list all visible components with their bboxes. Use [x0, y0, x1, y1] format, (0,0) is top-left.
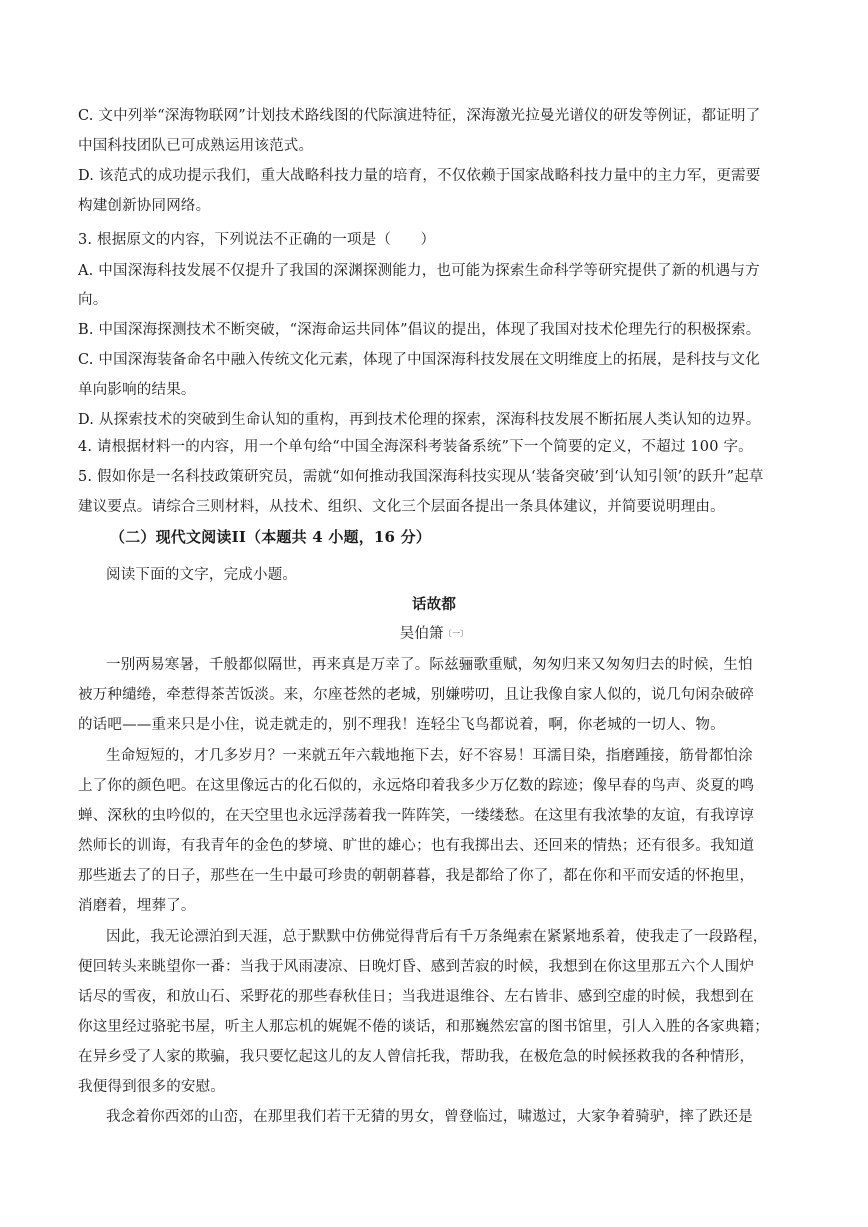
- p4-line1: 我念着你西郊的山峦，在那里我们若干无猜的男女，曾登临过，啸遨过，大家争着骑驴，摔了跌还是: [106, 1109, 753, 1125]
- q2-option-c-line2: 中国科技团队已可成熟运用该范式。: [78, 138, 314, 154]
- p2-line6: 消磨着，埋葬了。: [78, 898, 196, 914]
- q2-option-c-line1: C. 文中列举“深海物联网”计划技术路线图的代际演进特征，深海激光拉曼光谱仪的研发等例证，都证明了: [78, 108, 761, 124]
- q3-option-b: B. 中国深海探测技术不断突破，“深海命运共同体”倡议的提出，体现了我国对技术伦理先行的积极探索。: [78, 322, 761, 338]
- article-title: 话故都: [411, 596, 457, 613]
- p3-line6: 我便得到很多的安慰。: [78, 1079, 225, 1095]
- q3-option-a-line1: A. 中国深海科技发展不仅提升了我国的深渊探测能力，也可能为探索生命科学等研究提供了新的机遇与方: [78, 263, 760, 279]
- q3-stem: 3. 根据原文的内容，下列说法不正确的一项是（ ）: [78, 232, 436, 248]
- p1-line1: 一别两易寒暑，千般都似隔世，再来真是万幸了。际兹骊歌重赋，匆匆归来又匆匆归去的时候，生怕: [106, 657, 753, 673]
- q5-line1: 5. 假如你是一名科技政策研究员，需就“如何推动我国深海科技实现从‘装备突破’到‘认知引领’的跃升”起草: [78, 469, 764, 485]
- p2-line4: 然师长的训诲，有我青年的金色的梦境、旷世的雄心；也有我掷出去、还回来的情热；还有很多。我知道: [78, 838, 755, 854]
- p1-line2: 被万种缱绻，牵惹得茶苦饭淡。来，尔座苍然的老城，别嫌唠叨，且让我像自家人似的，说几句闲杂破碎: [78, 687, 755, 703]
- article-author-line: [0, 624, 868, 644]
- p3-line3: 话尽的雪夜，和放山石、采野花的那些春秋佳日；当我进退维谷、左右皆非、感到空虚的时候，我想到在: [78, 989, 755, 1005]
- p2-line3: 蝉、深秋的虫吟似的，在天空里也永远浮荡着我一阵阵笑，一缕缕愁。在这里有我浓挚的友谊，有我谆谆: [78, 808, 755, 824]
- p3-line4: 你这里经过骆驼书屋，听主人那忘机的娓娓不倦的谈话，和那巍然宏富的图书馆里，引人入胜的各家典籍；: [78, 1019, 769, 1035]
- q4-question: 4. 请根据材料一的内容，用一个单句给“中国全海深科考装备系统”下一个简要的定义，不超过 100 字。: [78, 439, 753, 455]
- q3-option-c-line1: C. 中国深海装备命名中融入传统文化元素，体现了中国深海科技发展在文明维度上的拓展，是科技与文化: [78, 352, 760, 368]
- p1-line3: 的话吧——重来只是小住，说走就走的，别不理我！连轻尘飞鸟都说着，啊，你老城的一切人、物。: [78, 717, 725, 733]
- p2-line2: 上了你的颜色吧。在这里像远古的化石似的，永远烙印着我多少万亿数的踪迹；像早春的鸟声、炎夏的鸣: [78, 778, 755, 794]
- p3-line1: 因此，我无论漂泊到天涯，总于默默中仿佛觉得背后有千万条绳索在紧紧地系着，使我走了一段路程，: [106, 929, 768, 945]
- q5-line2: 建议要点。请综合三则材料，从技术、组织、文化三个层面各提出一条具体建议，并简要说明理由。: [78, 499, 725, 515]
- article-author: 吴伯箫: [399, 626, 444, 642]
- q3-option-c-line2: 单向影响的结果。: [78, 382, 196, 398]
- section-heading: （二）现代文阅读II（本题共 4 小题，16 分）: [110, 528, 432, 546]
- p2-line5: 那些逝去了的日子，那些在一生中最可珍贵的朝朝暮暮，我是都给了你了，都在你和平而安适的怀抱里，: [78, 868, 755, 884]
- author-footnote-mark: 〔一〕: [443, 629, 469, 638]
- q3-option-a-line2: 向。: [78, 292, 108, 308]
- q3-option-d: D. 从探索技术的突破到生命认知的重构，再到技术伦理的探索，深海科技发展不断拓展人类认知的边界。: [78, 412, 761, 428]
- p3-line2: 便回转头来眺望你一番：当我于风雨凄凉、日晚灯昏、感到苦寂的时候，我想到在你这里那五六个人围炉: [78, 959, 755, 975]
- p3-line5: 在异乡受了人家的欺骗，我只要忆起这儿的友人曾信托我，帮助我，在极危急的时候拯救我的各种情形，: [78, 1049, 755, 1065]
- q2-option-d-line1: D. 该范式的成功提示我们，重大战略科技力量的培育，不仅依赖于国家战略科技力量中的主力军，更需要: [78, 168, 761, 184]
- q2-option-d-line2: 构建创新协同网络。: [78, 198, 211, 214]
- p2-line1: 生命短短的，才几多岁月？一来就五年六载地拖下去，好不容易！耳濡目染，指磨踵接，筋骨都怕涂: [106, 748, 753, 764]
- section-instruction: 阅读下面的文字，完成小题。: [106, 567, 298, 583]
